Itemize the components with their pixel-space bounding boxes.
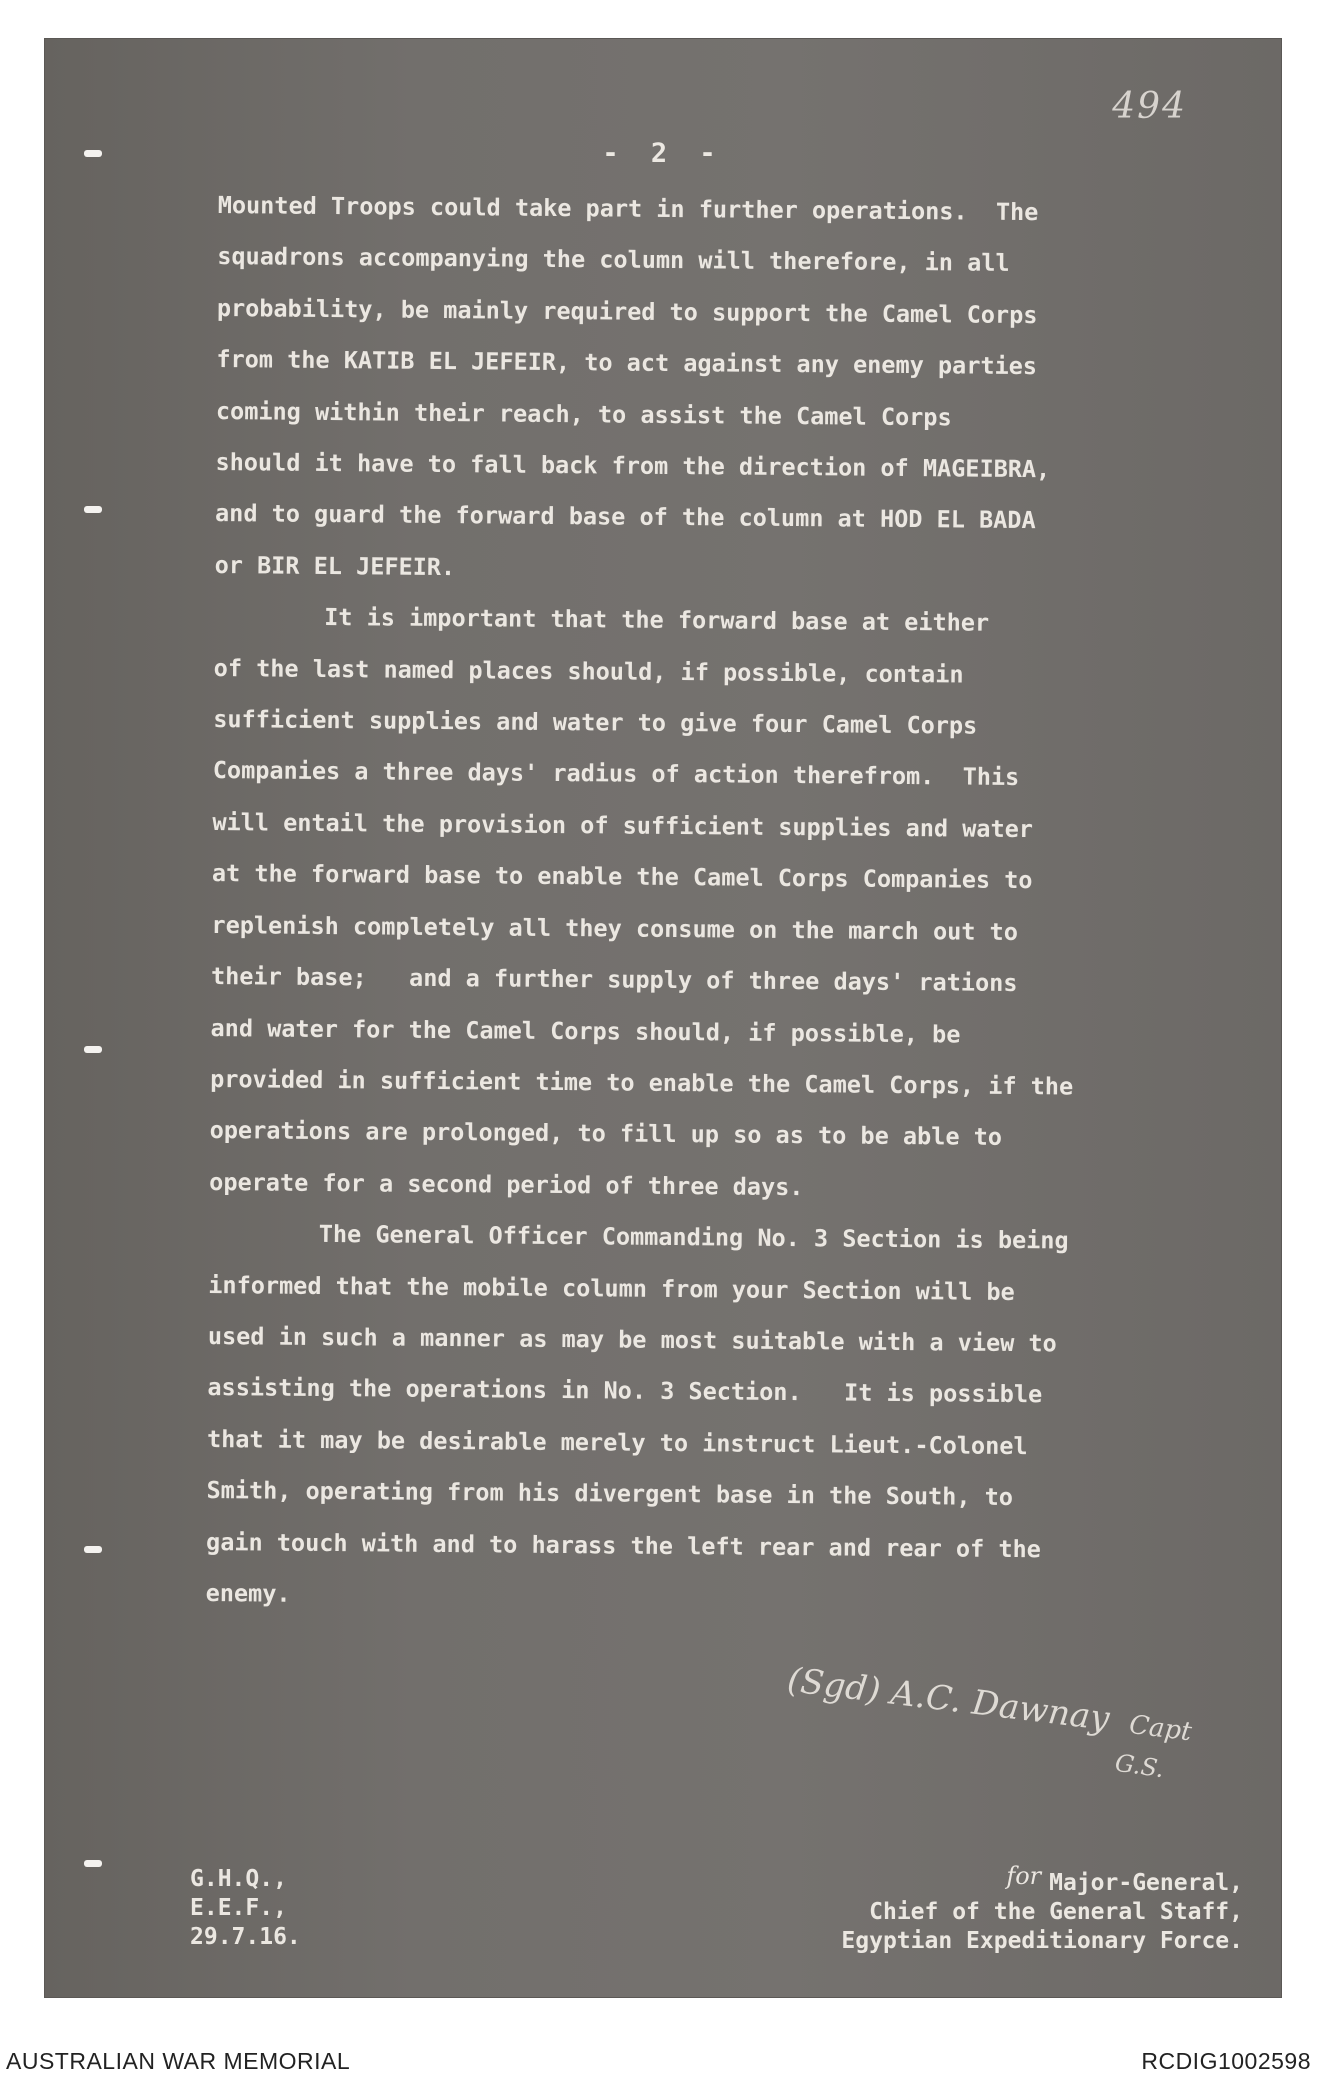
body-line: assisting the operations in No. 3 Section. It is possible xyxy=(207,1373,1043,1409)
origin-date: 29.7.16. xyxy=(190,1924,301,1950)
body-line: or BIR EL JEFEIR. xyxy=(214,550,456,581)
body-line: Smith, operating from his divergent base in the South, to xyxy=(206,1476,1014,1512)
body-line: should it have to fall back from the direction of MAGEIBRA, xyxy=(215,448,1051,484)
institution-label: AUSTRALIAN WAR MEMORIAL xyxy=(6,2048,351,2074)
body-line: sufficient supplies and water to give four Camel Corps xyxy=(213,705,978,740)
body-line: informed that the mobile column from your Section will be xyxy=(208,1270,1015,1306)
signatory-rank-line xyxy=(841,1862,1243,1898)
body-line: coming within their reach, to assist the Camel Corps xyxy=(215,396,952,432)
body-line: enemy. xyxy=(205,1578,291,1608)
punch-hole-mark xyxy=(84,1546,102,1553)
document-body xyxy=(205,180,1218,1628)
body-line: provided in sufficient time to enable the Camel Corps, if the xyxy=(210,1064,1074,1101)
reference-label: RCDIG1002598 xyxy=(1141,2048,1311,2074)
body-line: at the forward base to enable the Camel Corps Companies to xyxy=(211,859,1033,895)
signatory-rank: Major-General, xyxy=(1049,1870,1243,1896)
paragraph-container xyxy=(205,180,1218,1628)
body-line: will entail the provision of sufficient supplies and water xyxy=(212,807,1034,844)
body-line: Mounted Troops could take part in further operations. The xyxy=(217,190,1039,227)
signatory-block xyxy=(841,1862,1243,1956)
body-line: It is important that the forward base at either xyxy=(324,603,990,637)
page-number: - 2 - xyxy=(602,138,724,169)
origin-block xyxy=(190,1865,301,1952)
body-line: used in such a manner as may be most suitable with a view to xyxy=(207,1321,1057,1358)
body-line: replenish completely all they consume on the march out to xyxy=(211,910,1019,946)
body-line: probability, be mainly required to support the Camel Corps xyxy=(216,293,1038,329)
body-line: and water for the Camel Corps should, if possible, be xyxy=(210,1013,961,1049)
punch-hole-mark xyxy=(84,1046,102,1053)
for-mark: for xyxy=(1006,1862,1042,1890)
body-line: The General Officer Commanding No. 3 Section is being xyxy=(318,1220,1069,1255)
body-line: Companies a three days' radius of action therefrom. This xyxy=(212,756,1020,792)
origin-ghq: G.H.Q., xyxy=(190,1866,287,1892)
body-line: operate for a second period of three days. xyxy=(209,1167,804,1201)
signature-staff: G.S. xyxy=(1113,1748,1166,1784)
signatory-force: Egyptian Expeditionary Force. xyxy=(841,1928,1243,1954)
body-line: and to guard the forward base of the column at HOD EL BADA xyxy=(214,499,1036,535)
punch-hole-mark xyxy=(84,506,102,513)
body-line: of the last named places should, if possible, contain xyxy=(213,653,964,689)
signature-rank: Capt xyxy=(1127,1709,1194,1748)
body-line: from the KATIB EL JEFEIR, to act against any enemy parties xyxy=(216,345,1038,381)
origin-eef: E.E.F., xyxy=(190,1895,287,1921)
punch-hole-mark xyxy=(84,1860,102,1867)
body-line: gain touch with and to harass the left rear and rear of the xyxy=(205,1527,1041,1563)
signature-name: (Sgd) A.C. Dawnay xyxy=(785,1660,1112,1740)
body-line: operations are prolonged, to fill up so as to be able to xyxy=(209,1116,1003,1152)
body-line: that it may be desirable merely to instruct Lieut.-Colonel xyxy=(206,1424,1028,1460)
body-line: their base; and a further supply of three days' rations xyxy=(210,962,1018,998)
signatory-title: Chief of the General Staff, xyxy=(869,1899,1243,1925)
body-line: squadrons accompanying the column will therefore, in all xyxy=(217,242,1010,278)
folio-number: 494 xyxy=(1112,86,1187,127)
archive-footer xyxy=(0,2040,1323,2082)
